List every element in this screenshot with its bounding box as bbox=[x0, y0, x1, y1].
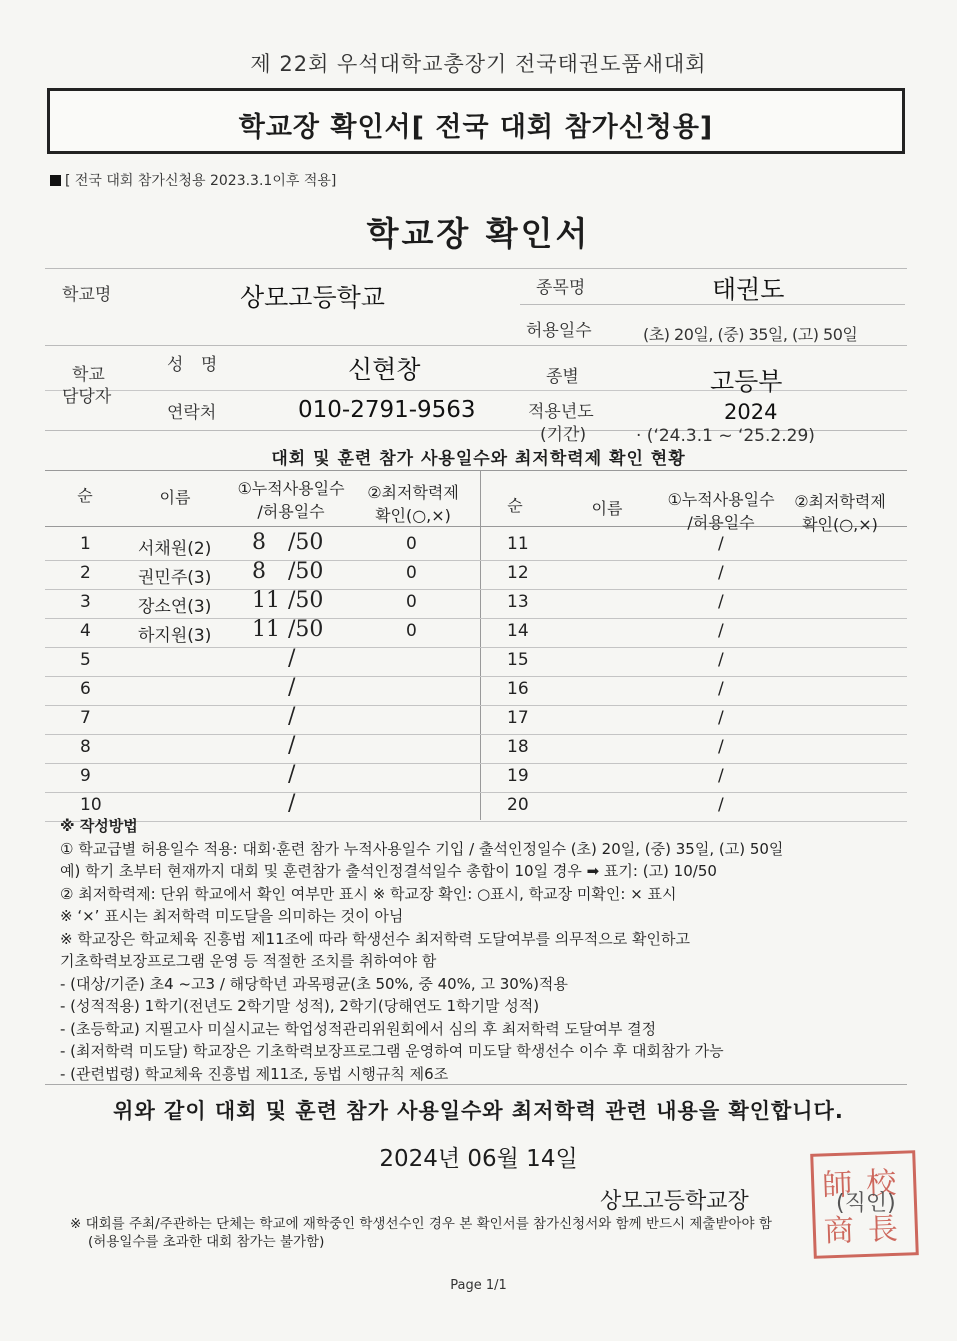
row-divider bbox=[45, 734, 907, 735]
applies-note bbox=[50, 170, 336, 190]
footnote bbox=[70, 1215, 772, 1251]
row-divider bbox=[45, 763, 907, 764]
instruction-line: ※ 학교장은 학교체육 진흥법 제11조에 따라 학생선수 최저학력 도달여부를 의무적으로 확인하고 bbox=[60, 929, 690, 948]
document-title: 학교장 확인서 bbox=[366, 214, 591, 253]
school-label: 학교명 bbox=[62, 285, 112, 305]
header-name-left: 이름 bbox=[159, 488, 191, 507]
seal-label: (직인) bbox=[836, 1191, 896, 1216]
allowed-days: / bbox=[718, 737, 724, 757]
athlete-name: 권민주(3) bbox=[138, 568, 212, 588]
row-number: 11 bbox=[507, 534, 529, 554]
row-number: 8 bbox=[80, 737, 91, 757]
row-number: 1 bbox=[80, 534, 91, 554]
instruction-line: - (관련법령) 학교체육 진흥법 제11조, 동법 시행규칙 제6조 bbox=[60, 1064, 449, 1083]
header-acad-left: ②최저학력제 확인(○,×) bbox=[367, 483, 459, 525]
academic-check: 0 bbox=[406, 621, 417, 641]
divider bbox=[45, 345, 907, 346]
header-days-right: ①누적사용일수 /허용일수 bbox=[667, 490, 775, 532]
row-number: 2 bbox=[80, 563, 91, 583]
allowed-days: / bbox=[718, 679, 724, 699]
applies-text: [ 전국 대회 참가신청용 2023.3.1이후 적용] bbox=[65, 173, 337, 189]
page-number: Page 1/1 bbox=[450, 1278, 507, 1293]
row-divider bbox=[45, 560, 907, 561]
row-number: 10 bbox=[80, 795, 102, 815]
year-label-2: (기간) bbox=[540, 425, 587, 445]
footnote-line-2: (허용일수를 초과한 대회 참가는 불가함) bbox=[88, 1234, 325, 1250]
official-seal-stamp: 師 校 商 長 bbox=[810, 1150, 919, 1259]
year-value: 2024 bbox=[724, 400, 778, 424]
manager-name-value: 신현창 bbox=[348, 355, 421, 384]
instruction-line: - (대상/기준) 초4 ~고3 / 해당학년 과목평균(초 50%, 중 40%, 고 30%)적용 bbox=[60, 974, 568, 993]
division-value: 고등부 bbox=[710, 367, 783, 396]
instruction-line: ※ 작성방법 bbox=[60, 817, 138, 835]
allowed-days: / bbox=[718, 563, 724, 583]
row-divider bbox=[45, 705, 907, 706]
allowed-days: / bbox=[718, 650, 724, 670]
instruction-line: ① 학교급별 허용일수 적용: 대회·훈련 참가 누적사용일수 기입 / 출석인정일수 (초) 20일, (중) 35일, (고) 50일 bbox=[60, 839, 784, 858]
allowed-days: / bbox=[288, 675, 296, 700]
used-days: 11 bbox=[252, 617, 280, 642]
allowed-days: / bbox=[718, 534, 724, 554]
division-label: 종별 bbox=[546, 367, 579, 387]
period-value: · (‘24.3.1 ~ ‘25.2.29) bbox=[636, 426, 815, 446]
table-center-divider bbox=[480, 470, 481, 820]
row-divider bbox=[45, 676, 907, 677]
manager-label-2: 담당자 bbox=[62, 387, 112, 407]
academic-check: 0 bbox=[406, 534, 417, 554]
allowed-days-label: 허용일수 bbox=[526, 321, 592, 341]
row-number: 9 bbox=[80, 766, 91, 786]
instruction-line: ※ ‘×’ 표시는 최저학력 미도달을 의미하는 것이 아님 bbox=[60, 907, 404, 925]
divider bbox=[45, 1084, 907, 1085]
contact-value: 010-2791-9563 bbox=[298, 397, 476, 423]
academic-check: 0 bbox=[406, 592, 417, 612]
row-number: 7 bbox=[80, 708, 91, 728]
instruction-line: - (성적적용) 1학기(전년도 2학기말 성적), 2학기(당해연도 1학기말 성적) bbox=[60, 997, 540, 1015]
allowed-days: /50 bbox=[288, 559, 324, 584]
allowed-days-value: (초) 20일, (중) 35일, (고) 50일 bbox=[643, 325, 858, 344]
allowed-days: / bbox=[288, 733, 296, 758]
manager-label-1: 학교 bbox=[72, 365, 105, 385]
allowed-days: / bbox=[718, 621, 724, 641]
row-number: 5 bbox=[80, 650, 91, 670]
row-number: 13 bbox=[507, 592, 529, 612]
allowed-days: / bbox=[288, 646, 296, 671]
athlete-name: 서채원(2) bbox=[138, 539, 212, 559]
issue-date: 2024년 06월 14일 bbox=[379, 1146, 578, 1172]
allowed-days: / bbox=[718, 592, 724, 612]
row-number: 14 bbox=[507, 621, 529, 641]
square-bullet-icon bbox=[50, 175, 61, 186]
header-acad-right: ②최저학력제 확인(○,×) bbox=[794, 492, 886, 534]
used-days: 8 bbox=[252, 530, 266, 555]
allowed-days: /50 bbox=[288, 530, 324, 555]
allowed-days: / bbox=[718, 766, 724, 786]
allowed-days: / bbox=[288, 704, 296, 729]
table-top-border bbox=[45, 470, 907, 471]
row-number: 20 bbox=[507, 795, 529, 815]
table-section-title: 대회 및 훈련 참가 사용일수와 최저학력제 확인 현황 bbox=[271, 449, 686, 469]
instruction-line: 기초학력보장프로그램 운영 등 적절한 조치를 취하여야 함 bbox=[60, 952, 437, 970]
header-no-right: 순 bbox=[507, 496, 523, 515]
allowed-days: / bbox=[288, 791, 296, 816]
instruction-line: - (최저학력 미도달) 학교장은 기초학력보장프로그램 운영하여 미도달 학생선수 이수 후 대회참가 가능 bbox=[60, 1042, 724, 1060]
row-number: 17 bbox=[507, 708, 529, 728]
row-number: 18 bbox=[507, 737, 529, 757]
event-value: 태권도 bbox=[712, 275, 785, 304]
allowed-days: / bbox=[288, 762, 296, 787]
instruction-line: 예) 학기 초부터 현재까지 대회 및 훈련참가 출석인정결석일수 총합이 10일 경우 ➡ 표기: (고) 10/50 bbox=[60, 862, 717, 880]
row-number: 19 bbox=[507, 766, 529, 786]
form-title-box bbox=[47, 88, 905, 154]
confirmation-statement: 위와 같이 대회 및 훈련 참가 사용일수와 최저학력 관련 내용을 확인합니다. bbox=[113, 1099, 844, 1123]
header-name-right: 이름 bbox=[591, 499, 623, 518]
instruction-line: ② 최저학력제: 단위 학교에서 확인 여부만 표시 ※ 학교장 확인: ○표시, 학교장 미확인: × 표시 bbox=[60, 884, 677, 903]
header-no-left: 순 bbox=[77, 486, 93, 505]
row-divider bbox=[45, 589, 907, 590]
row-number: 12 bbox=[507, 563, 529, 583]
row-divider bbox=[45, 618, 907, 619]
name-label: 성 명 bbox=[167, 355, 224, 375]
row-divider bbox=[45, 792, 907, 793]
footnote-line-1: ※ 대회를 주최/주관하는 단체는 학교에 재학중인 학생선수인 경우 본 확인서를 참가신청서와 함께 반드시 제출받아야 함 bbox=[70, 1216, 772, 1232]
divider bbox=[45, 268, 907, 269]
athlete-name: 장소연(3) bbox=[138, 597, 212, 617]
principal-signature-label: 상모고등학교장 bbox=[600, 1189, 749, 1214]
competition-title: 제 22회 우석대학교총장기 전국태권도품새대회 bbox=[250, 52, 707, 76]
row-divider bbox=[45, 647, 907, 648]
row-number: 3 bbox=[80, 592, 91, 612]
instruction-line: - (초등학교) 지필고사 미실시교는 학업성적관리위원회에서 심의 후 최저학력 도달여부 결정 bbox=[60, 1019, 657, 1038]
year-label-1: 적용년도 bbox=[528, 402, 594, 422]
event-label: 종목명 bbox=[536, 278, 586, 298]
instructions bbox=[60, 815, 900, 1085]
header-days-left: ①누적사용일수 /허용일수 bbox=[237, 479, 345, 521]
row-number: 15 bbox=[507, 650, 529, 670]
allowed-days: / bbox=[718, 708, 724, 728]
contact-label: 연락처 bbox=[167, 403, 217, 423]
row-number: 6 bbox=[80, 679, 91, 699]
athlete-name: 하지원(3) bbox=[138, 626, 212, 646]
allowed-days: /50 bbox=[288, 588, 324, 613]
used-days: 8 bbox=[252, 559, 266, 584]
allowed-days: / bbox=[718, 795, 724, 815]
allowed-days: /50 bbox=[288, 617, 324, 642]
used-days: 11 bbox=[252, 588, 280, 613]
academic-check: 0 bbox=[406, 563, 417, 583]
row-number: 4 bbox=[80, 621, 91, 641]
form-title: 학교장 확인서[ 전국 대회 참가신청용] bbox=[238, 112, 714, 143]
school-value: 상모고등학교 bbox=[240, 283, 385, 312]
row-number: 16 bbox=[507, 679, 529, 699]
